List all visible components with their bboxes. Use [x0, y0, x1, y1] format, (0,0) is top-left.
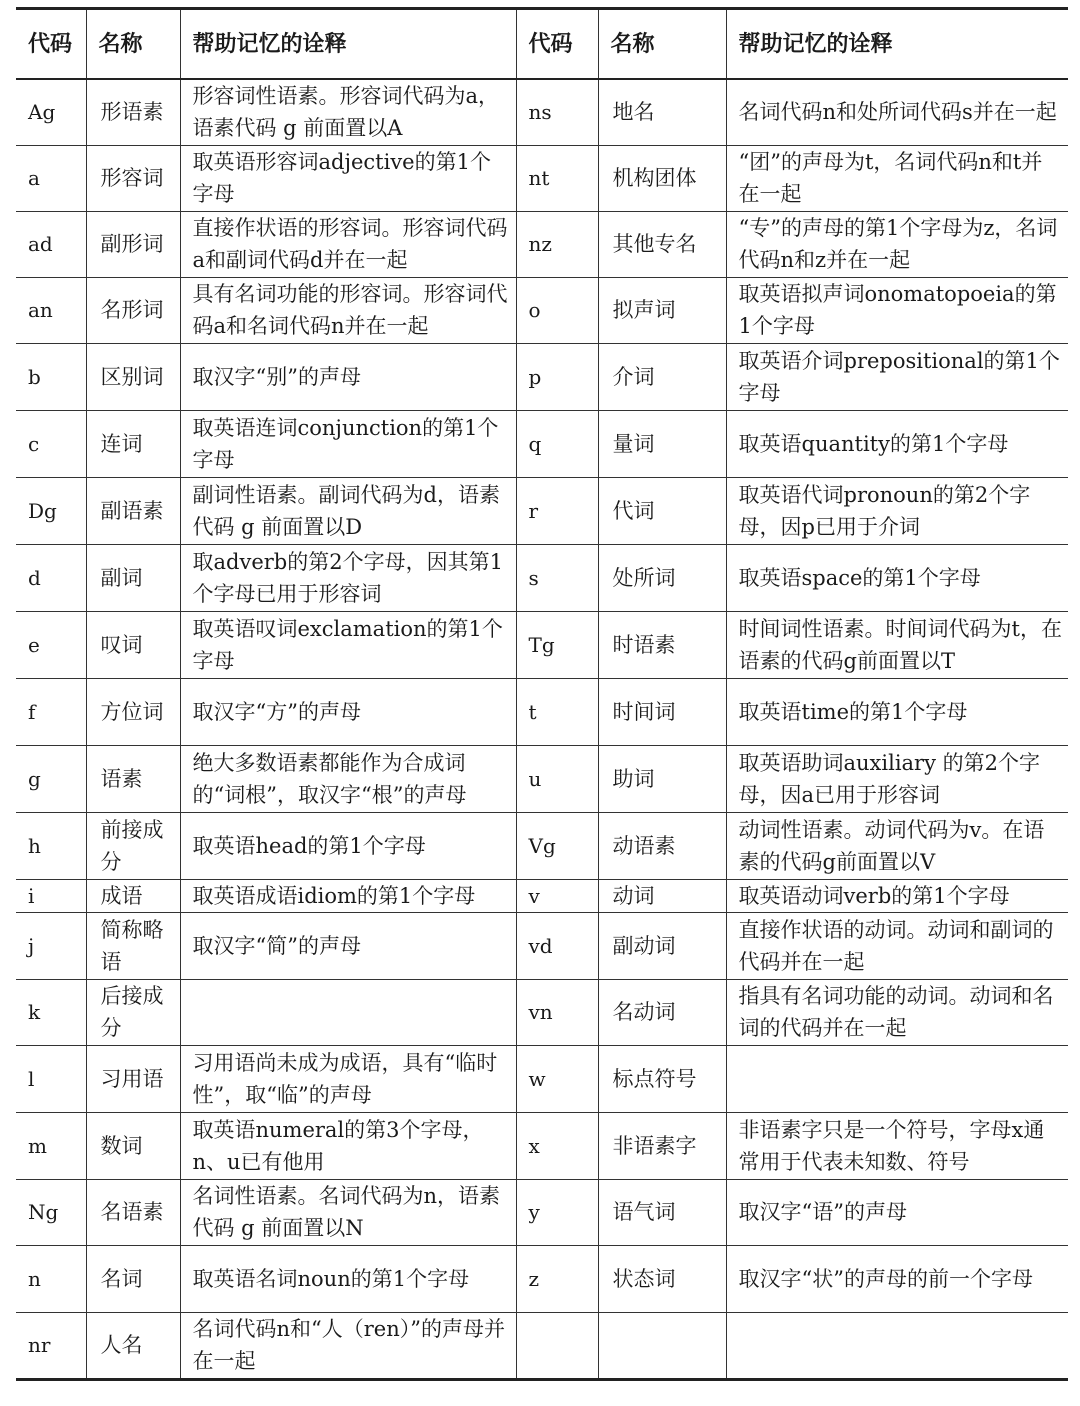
left-desc-cell: 名词代码n和“人（ren）”的声母并在一起 [180, 1312, 516, 1379]
left-code-cell: j [16, 912, 86, 979]
table-row [16, 912, 1068, 979]
left-desc-cell: 取汉字“别”的声母 [180, 343, 516, 410]
header-code-left: 代码 [16, 9, 86, 80]
right-code-cell: p [516, 343, 598, 410]
left-name-cell: 习用语 [86, 1045, 180, 1112]
right-desc-cell [726, 1045, 1068, 1112]
left-code-cell: d [16, 544, 86, 611]
left-code-cell: a [16, 145, 86, 211]
table-row [16, 1312, 1068, 1379]
table-row [16, 79, 1068, 145]
right-desc-cell [726, 1312, 1068, 1379]
left-desc-cell: 取英语形容词adjective的第1个字母 [180, 145, 516, 211]
table-row [16, 410, 1068, 477]
right-name-cell: 时间词 [598, 678, 726, 745]
left-desc-cell: 具有名词功能的形容词。形容词代码a和名词代码n并在一起 [180, 277, 516, 343]
right-name-cell: 时语素 [598, 611, 726, 678]
left-desc-cell: 取adverb的第2个字母，因其第1个字母已用于形容词 [180, 544, 516, 611]
right-name-cell [598, 1312, 726, 1379]
right-desc-cell: 取英语动词verb的第1个字母 [726, 879, 1068, 912]
left-desc-cell: 直接作状语的形容词。形容词代码a和副词代码d并在一起 [180, 211, 516, 277]
right-code-cell: t [516, 678, 598, 745]
left-desc-cell: 名词性语素。名词代码为n，语素代码 g 前面置以N [180, 1179, 516, 1245]
table-header [16, 9, 1068, 80]
right-code-cell: ns [516, 79, 598, 145]
left-desc-cell [180, 979, 516, 1045]
header-desc-right: 帮助记忆的诠释 [726, 9, 1068, 80]
left-code-cell: ad [16, 211, 86, 277]
table-row [16, 611, 1068, 678]
right-desc-cell: 直接作状语的动词。动词和副词的代码并在一起 [726, 912, 1068, 979]
left-name-cell: 名词 [86, 1245, 180, 1312]
right-desc-cell: 取汉字“语”的声母 [726, 1179, 1068, 1245]
left-code-cell: an [16, 277, 86, 343]
left-code-cell: f [16, 678, 86, 745]
right-desc-cell: 取英语介词prepositional的第1个字母 [726, 343, 1068, 410]
table-row [16, 1179, 1068, 1245]
left-desc-cell: 取英语numeral的第3个字母，n、u已有他用 [180, 1112, 516, 1179]
left-desc-cell: 取汉字“简”的声母 [180, 912, 516, 979]
right-desc-cell: 取英语助词auxiliary 的第2个字母，因a已用于形容词 [726, 745, 1068, 812]
right-name-cell: 标点符号 [598, 1045, 726, 1112]
right-code-cell: s [516, 544, 598, 611]
left-name-cell: 方位词 [86, 678, 180, 745]
left-code-cell: l [16, 1045, 86, 1112]
table-row [16, 477, 1068, 544]
right-name-cell: 处所词 [598, 544, 726, 611]
right-code-cell: Vg [516, 812, 598, 879]
right-name-cell: 动词 [598, 879, 726, 912]
table-row [16, 879, 1068, 912]
left-name-cell: 叹词 [86, 611, 180, 678]
right-code-cell: vn [516, 979, 598, 1045]
right-code-cell: w [516, 1045, 598, 1112]
table-row [16, 211, 1068, 277]
left-name-cell: 人名 [86, 1312, 180, 1379]
left-code-cell: n [16, 1245, 86, 1312]
right-name-cell: 语气词 [598, 1179, 726, 1245]
left-code-cell: h [16, 812, 86, 879]
right-desc-cell: 时间词性语素。时间词代码为t，在语素的代码g前面置以T [726, 611, 1068, 678]
table-body [16, 79, 1068, 1379]
right-name-cell: 地名 [598, 79, 726, 145]
left-code-cell: m [16, 1112, 86, 1179]
right-name-cell: 代词 [598, 477, 726, 544]
right-code-cell: r [516, 477, 598, 544]
header-name-right: 名称 [598, 9, 726, 80]
left-name-cell: 后接成分 [86, 979, 180, 1045]
right-desc-cell: 动词性语素。动词代码为v。在语素的代码g前面置以V [726, 812, 1068, 879]
table-row [16, 277, 1068, 343]
table-row [16, 1245, 1068, 1312]
right-name-cell: 动语素 [598, 812, 726, 879]
right-code-cell [516, 1312, 598, 1379]
right-desc-cell: “团”的声母为t，名词代码n和t并在一起 [726, 145, 1068, 211]
left-name-cell: 区别词 [86, 343, 180, 410]
right-desc-cell: 取英语quantity的第1个字母 [726, 410, 1068, 477]
left-name-cell: 简称略语 [86, 912, 180, 979]
table-row [16, 979, 1068, 1045]
right-desc-cell: “专”的声母的第1个字母为z，名词代码n和z并在一起 [726, 211, 1068, 277]
table-row [16, 812, 1068, 879]
left-code-cell: c [16, 410, 86, 477]
right-name-cell: 名动词 [598, 979, 726, 1045]
right-name-cell: 量词 [598, 410, 726, 477]
right-name-cell: 其他专名 [598, 211, 726, 277]
right-desc-cell: 取英语space的第1个字母 [726, 544, 1068, 611]
table-row [16, 745, 1068, 812]
right-name-cell: 机构团体 [598, 145, 726, 211]
header-name-left: 名称 [86, 9, 180, 80]
right-code-cell: y [516, 1179, 598, 1245]
right-desc-cell: 取汉字“状”的声母的前一个字母 [726, 1245, 1068, 1312]
left-name-cell: 名形词 [86, 277, 180, 343]
right-code-cell: x [516, 1112, 598, 1179]
right-name-cell: 助词 [598, 745, 726, 812]
left-code-cell: Ng [16, 1179, 86, 1245]
left-desc-cell: 形容词性语素。形容词代码为a，语素代码 g 前面置以A [180, 79, 516, 145]
right-desc-cell: 取英语time的第1个字母 [726, 678, 1068, 745]
right-code-cell: q [516, 410, 598, 477]
right-name-cell: 拟声词 [598, 277, 726, 343]
left-desc-cell: 取英语连词conjunction的第1个字母 [180, 410, 516, 477]
left-code-cell: Dg [16, 477, 86, 544]
left-desc-cell: 取汉字“方”的声母 [180, 678, 516, 745]
left-code-cell: b [16, 343, 86, 410]
left-name-cell: 语素 [86, 745, 180, 812]
left-code-cell: nr [16, 1312, 86, 1379]
table-row [16, 678, 1068, 745]
pos-tag-table [16, 7, 1068, 1381]
right-desc-cell: 取英语拟声词onomatopoeia的第1个字母 [726, 277, 1068, 343]
left-desc-cell: 绝大多数语素都能作为合成词的“词根”，取汉字“根”的声母 [180, 745, 516, 812]
right-code-cell: u [516, 745, 598, 812]
left-name-cell: 成语 [86, 879, 180, 912]
right-code-cell: nz [516, 211, 598, 277]
left-name-cell: 形语素 [86, 79, 180, 145]
left-name-cell: 连词 [86, 410, 180, 477]
right-code-cell: v [516, 879, 598, 912]
left-code-cell: k [16, 979, 86, 1045]
left-code-cell: Ag [16, 79, 86, 145]
right-name-cell: 介词 [598, 343, 726, 410]
header-desc-left: 帮助记忆的诠释 [180, 9, 516, 80]
pos-tag-table-container [16, 7, 1068, 1381]
table-row [16, 1112, 1068, 1179]
left-desc-cell: 习用语尚未成为成语，具有“临时性”，取“临”的声母 [180, 1045, 516, 1112]
right-desc-cell: 名词代码n和处所词代码s并在一起 [726, 79, 1068, 145]
left-name-cell: 数词 [86, 1112, 180, 1179]
left-desc-cell: 取英语名词noun的第1个字母 [180, 1245, 516, 1312]
header-code-right: 代码 [516, 9, 598, 80]
left-desc-cell: 取英语head的第1个字母 [180, 812, 516, 879]
table-row [16, 343, 1068, 410]
right-desc-cell: 非语素字只是一个符号，字母x通常用于代表未知数、符号 [726, 1112, 1068, 1179]
right-code-cell: Tg [516, 611, 598, 678]
right-code-cell: vd [516, 912, 598, 979]
table-row [16, 145, 1068, 211]
left-name-cell: 形容词 [86, 145, 180, 211]
left-code-cell: i [16, 879, 86, 912]
right-name-cell: 副动词 [598, 912, 726, 979]
left-name-cell: 前接成分 [86, 812, 180, 879]
table-row [16, 544, 1068, 611]
table-row [16, 1045, 1068, 1112]
right-name-cell: 非语素字 [598, 1112, 726, 1179]
right-desc-cell: 取英语代词pronoun的第2个字母，因p已用于介词 [726, 477, 1068, 544]
right-name-cell: 状态词 [598, 1245, 726, 1312]
left-name-cell: 副形词 [86, 211, 180, 277]
left-code-cell: e [16, 611, 86, 678]
right-desc-cell: 指具有名词功能的动词。动词和名词的代码并在一起 [726, 979, 1068, 1045]
left-desc-cell: 取英语叹词exclamation的第1个字母 [180, 611, 516, 678]
right-code-cell: o [516, 277, 598, 343]
header-row [16, 9, 1068, 80]
right-code-cell: nt [516, 145, 598, 211]
right-code-cell: z [516, 1245, 598, 1312]
left-name-cell: 名语素 [86, 1179, 180, 1245]
left-code-cell: g [16, 745, 86, 812]
left-desc-cell: 副词性语素。副词代码为d，语素代码 g 前面置以D [180, 477, 516, 544]
left-desc-cell: 取英语成语idiom的第1个字母 [180, 879, 516, 912]
left-name-cell: 副词 [86, 544, 180, 611]
left-name-cell: 副语素 [86, 477, 180, 544]
